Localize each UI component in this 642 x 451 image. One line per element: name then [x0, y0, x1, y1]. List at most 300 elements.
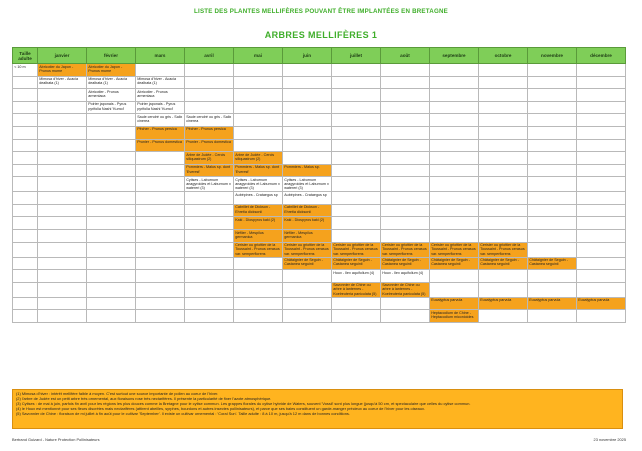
empty-cell — [136, 64, 185, 77]
table-row — [13, 164, 626, 177]
empty-cell — [87, 282, 136, 297]
size-cell — [13, 242, 38, 257]
empty-cell — [136, 242, 185, 257]
size-cell — [13, 126, 38, 139]
empty-cell — [283, 126, 332, 139]
empty-cell — [283, 282, 332, 297]
table-row — [13, 152, 626, 165]
table-row — [13, 114, 626, 127]
empty-cell — [577, 126, 626, 139]
empty-cell — [234, 89, 283, 102]
flowering-calendar-table — [12, 47, 626, 323]
table-row — [13, 270, 626, 283]
size-cell — [13, 230, 38, 243]
plant-cell: Pommiers - Malus sp. — [283, 164, 332, 177]
plant-cell: Saule cendré ou gris - Salix cinerea — [185, 114, 234, 127]
empty-cell — [87, 152, 136, 165]
empty-cell — [381, 114, 430, 127]
empty-cell — [87, 126, 136, 139]
empty-cell — [283, 101, 332, 114]
plant-cell: Houx - Ilex aquifolium (4) — [332, 270, 381, 283]
empty-cell — [283, 152, 332, 165]
empty-cell — [528, 101, 577, 114]
plant-cell: Aubépines - Crataegus sp — [283, 192, 332, 205]
empty-cell — [332, 114, 381, 127]
plant-cell: Cerisier ou griottier de la Toussaint - Prunus cerasus var. semperflorens — [381, 242, 430, 257]
empty-cell — [38, 101, 87, 114]
empty-cell — [528, 89, 577, 102]
size-cell — [13, 204, 38, 217]
empty-cell — [185, 270, 234, 283]
empty-cell — [430, 64, 479, 77]
empty-cell — [332, 164, 381, 177]
plant-cell: Eucalyptus parvula — [577, 297, 626, 310]
empty-cell — [381, 217, 430, 230]
month-header: mai — [234, 48, 283, 64]
empty-cell — [430, 126, 479, 139]
plant-cell: Cytises - Laburnum anagyroides et Laburnum x watereri (3) — [283, 177, 332, 192]
empty-cell — [479, 89, 528, 102]
empty-cell — [381, 126, 430, 139]
empty-cell — [528, 204, 577, 217]
empty-cell — [479, 114, 528, 127]
empty-cell — [528, 177, 577, 192]
empty-cell — [479, 164, 528, 177]
table-row — [13, 101, 626, 114]
footnote: (4) le Houx est mentionné pour ses fleurs discrètes mais nectarifères (attirent abeilles, syrphes, bourdons et autres insectes pollinisateurs), et parce que ses baies constituent un garde-manger précieux au coeur de l'hiver pour les oiseaux. — [16, 406, 426, 411]
plant-cell: Aubépines - Crataegus sp — [234, 192, 283, 205]
month-header: février — [87, 48, 136, 64]
table-row — [13, 217, 626, 230]
empty-cell — [528, 242, 577, 257]
empty-cell — [381, 76, 430, 89]
empty-cell — [479, 270, 528, 283]
empty-cell — [381, 204, 430, 217]
empty-cell — [185, 192, 234, 205]
empty-cell — [185, 282, 234, 297]
empty-cell — [577, 310, 626, 323]
table-row — [13, 282, 626, 297]
plant-cell: Arbre de Judée - Cercis siliquastrum (2) — [234, 152, 283, 165]
empty-cell — [234, 270, 283, 283]
empty-cell — [87, 297, 136, 310]
size-cell — [13, 270, 38, 283]
empty-cell — [381, 192, 430, 205]
empty-cell — [38, 139, 87, 152]
empty-cell — [234, 76, 283, 89]
empty-cell — [283, 270, 332, 283]
empty-cell — [185, 310, 234, 323]
empty-cell — [479, 64, 528, 77]
empty-cell — [234, 282, 283, 297]
footnote: (5) Savonnier de Chine : floraison de mi juillet à fin août pour le cultivar 'September'. Il existe un cultivar ornemental : 'Coral Sun'. Taille adulte : 8 à 10 m, jusqu'à 12 m dans de bonnes conditions. — [16, 411, 350, 416]
empty-cell — [430, 204, 479, 217]
size-cell — [13, 114, 38, 127]
empty-cell — [332, 139, 381, 152]
size-cell — [13, 297, 38, 310]
plant-rows — [13, 64, 626, 323]
plant-cell: Mimosa d'hiver - Acacia dealbata (1) — [38, 76, 87, 89]
table-row — [13, 192, 626, 205]
empty-cell — [528, 164, 577, 177]
plant-cell: Mimosa d'hiver - Acacia dealbata (1) — [136, 76, 185, 89]
empty-cell — [479, 177, 528, 192]
footnote: (3) Cytises : de mai à juin, parfois fin avril pour les régions les plus douces comme la Bretagne pour le cytise commun. Les grappes florales du cytise hybride de Waters, souvent 'Vossii' sont plus longue (jusqu'à 50 cm, et spectaculaire que celles du cytise commun. — [16, 401, 471, 406]
empty-cell — [528, 139, 577, 152]
size-cell — [13, 139, 38, 152]
empty-cell — [87, 242, 136, 257]
plant-cell: Cytises - Laburnum anagyroides et Laburnum x watereri (3) — [185, 177, 234, 192]
plant-cell: Saule cendré ou gris - Salix cinerea — [136, 114, 185, 127]
month-header: septembre — [430, 48, 479, 64]
plant-cell: Pêcher - Prunus persica — [136, 126, 185, 139]
plant-cell: Pêcher - Prunus persica — [185, 126, 234, 139]
empty-cell — [381, 164, 430, 177]
empty-cell — [87, 204, 136, 217]
month-header: janvier — [38, 48, 87, 64]
empty-cell — [234, 101, 283, 114]
plant-cell: Heptacodium de Chine - Heptacodium miconioides — [430, 310, 479, 323]
empty-cell — [430, 101, 479, 114]
footnotes-box — [12, 389, 623, 429]
empty-cell — [577, 76, 626, 89]
footnote: (2) l'arbre de Judée est un petit arbre très ornemental, aux floraisons rose très nectarifères. Il présente la particularité de fixer l'azote atmosphérique. — [16, 396, 272, 401]
plant-cell: Cabrillet de Dickson - Ehretia dicksonii — [283, 204, 332, 217]
empty-cell — [234, 310, 283, 323]
empty-cell — [332, 76, 381, 89]
empty-cell — [528, 310, 577, 323]
empty-cell — [528, 282, 577, 297]
empty-cell — [332, 192, 381, 205]
empty-cell — [87, 230, 136, 243]
empty-cell — [430, 217, 479, 230]
plant-cell: Cerisier ou griottier de la Toussaint - Prunus cerasus var. semperflorens — [430, 242, 479, 257]
empty-cell — [528, 114, 577, 127]
table-row — [13, 204, 626, 217]
size-cell — [13, 282, 38, 297]
plant-cell: Kaki - Diospyros kaki (2) — [283, 217, 332, 230]
empty-cell — [185, 257, 234, 270]
empty-cell — [332, 230, 381, 243]
empty-cell — [430, 282, 479, 297]
empty-cell — [185, 101, 234, 114]
month-header: août — [381, 48, 430, 64]
empty-cell — [577, 230, 626, 243]
empty-cell — [479, 76, 528, 89]
table-row — [13, 257, 626, 270]
empty-cell — [430, 230, 479, 243]
empty-cell — [479, 139, 528, 152]
empty-cell — [87, 310, 136, 323]
empty-cell — [332, 89, 381, 102]
plant-cell: Eucalyptus parvula — [528, 297, 577, 310]
empty-cell — [577, 139, 626, 152]
empty-cell — [528, 126, 577, 139]
empty-cell — [38, 177, 87, 192]
empty-cell — [381, 89, 430, 102]
empty-cell — [479, 310, 528, 323]
table-row — [13, 89, 626, 102]
empty-cell — [332, 177, 381, 192]
table-row — [13, 297, 626, 310]
empty-cell — [185, 217, 234, 230]
empty-cell — [528, 230, 577, 243]
empty-cell — [234, 126, 283, 139]
size-column-header: Taille adulte — [13, 48, 38, 64]
table-row — [13, 230, 626, 243]
empty-cell — [577, 177, 626, 192]
plant-cell: Prunier - Prunus domestica — [185, 139, 234, 152]
month-header: octobre — [479, 48, 528, 64]
empty-cell — [234, 297, 283, 310]
empty-cell — [234, 257, 283, 270]
empty-cell — [136, 177, 185, 192]
empty-cell — [577, 270, 626, 283]
month-header: avril — [185, 48, 234, 64]
empty-cell — [577, 217, 626, 230]
size-cell — [13, 192, 38, 205]
empty-cell — [283, 89, 332, 102]
empty-cell — [381, 152, 430, 165]
empty-cell — [479, 126, 528, 139]
empty-cell — [479, 204, 528, 217]
plant-cell: Eucalyptus parvula — [430, 297, 479, 310]
footnote: (1) Mimosa d'hiver : intérêt mellifère faible à moyen. C'est surtout une source importante de pollen au coeur de l'hiver. — [16, 391, 219, 396]
empty-cell — [528, 192, 577, 205]
empty-cell — [136, 164, 185, 177]
empty-cell — [332, 101, 381, 114]
empty-cell — [577, 164, 626, 177]
empty-cell — [577, 89, 626, 102]
empty-cell — [87, 270, 136, 283]
empty-cell — [38, 192, 87, 205]
empty-cell — [381, 64, 430, 77]
plant-cell: Châtaignier de Seguin - Castanea seguinii — [332, 257, 381, 270]
empty-cell — [136, 217, 185, 230]
empty-cell — [577, 114, 626, 127]
empty-cell — [38, 257, 87, 270]
document-subtitle: ARBRES MELLIFÈRES 1 — [264, 30, 378, 40]
empty-cell — [577, 192, 626, 205]
footer-author: Bertrand Guizard - Nature Protection Pollinisateurs — [12, 437, 100, 442]
empty-cell — [234, 64, 283, 77]
empty-cell — [234, 139, 283, 152]
plant-cell: Châtaignier de Seguin - Castanea seguinii — [430, 257, 479, 270]
size-cell — [13, 257, 38, 270]
empty-cell — [185, 242, 234, 257]
empty-cell — [381, 139, 430, 152]
plant-cell: Savonnier de Chine ou arbre à lanternes - Koelreuteria paniculata (5) — [332, 282, 381, 297]
empty-cell — [479, 152, 528, 165]
plant-cell: Prunier - Prunus domestica — [136, 139, 185, 152]
empty-cell — [381, 297, 430, 310]
empty-cell — [185, 64, 234, 77]
month-header-row — [13, 48, 626, 64]
plant-cell: Pommiers - Malus sp. dont 'Everest' — [234, 164, 283, 177]
empty-cell — [332, 64, 381, 77]
size-cell — [13, 76, 38, 89]
table-row — [13, 310, 626, 323]
empty-cell — [87, 257, 136, 270]
empty-cell — [136, 270, 185, 283]
empty-cell — [332, 126, 381, 139]
plant-cell: Abricotier du Japon - Prunus mume — [38, 64, 87, 77]
empty-cell — [332, 310, 381, 323]
empty-cell — [185, 76, 234, 89]
plant-cell: Cerisier ou griottier de la Toussaint - Prunus cerasus var. semperflorens — [332, 242, 381, 257]
empty-cell — [87, 114, 136, 127]
size-cell — [13, 217, 38, 230]
plant-cell: Châtaignier de Seguin - Castanea seguinii — [479, 257, 528, 270]
table-row — [13, 76, 626, 89]
empty-cell — [38, 282, 87, 297]
empty-cell — [577, 101, 626, 114]
size-cell — [13, 152, 38, 165]
empty-cell — [136, 152, 185, 165]
empty-cell — [283, 64, 332, 77]
empty-cell — [38, 164, 87, 177]
empty-cell — [430, 177, 479, 192]
table-row — [13, 139, 626, 152]
empty-cell — [430, 114, 479, 127]
size-cell — [13, 89, 38, 102]
plant-cell: Poirier japonais - Pyrus pyrifolia Nashi 'Kumoi' — [87, 101, 136, 114]
empty-cell — [430, 164, 479, 177]
plant-cell: Eucalyptus parvula — [479, 297, 528, 310]
empty-cell — [283, 114, 332, 127]
plant-cell: Savonnier de Chine ou arbre à lanternes - Koelreuteria paniculata (5) — [381, 282, 430, 297]
empty-cell — [38, 152, 87, 165]
empty-cell — [430, 192, 479, 205]
empty-cell — [38, 230, 87, 243]
empty-cell — [332, 204, 381, 217]
empty-cell — [38, 114, 87, 127]
empty-cell — [381, 177, 430, 192]
empty-cell — [430, 89, 479, 102]
empty-cell — [479, 192, 528, 205]
plant-cell: Néflier - Mespilus germanica — [234, 230, 283, 243]
footer-date: 23 novembre 2025 — [593, 437, 626, 442]
empty-cell — [430, 152, 479, 165]
plant-cell: Arbre de Judée - Cercis siliquastrum (2) — [185, 152, 234, 165]
size-cell — [13, 164, 38, 177]
size-cell — [13, 101, 38, 114]
empty-cell — [136, 192, 185, 205]
empty-cell — [479, 230, 528, 243]
empty-cell — [87, 192, 136, 205]
month-header: juin — [283, 48, 332, 64]
empty-cell — [38, 89, 87, 102]
empty-cell — [283, 139, 332, 152]
month-header: mars — [136, 48, 185, 64]
empty-cell — [38, 297, 87, 310]
empty-cell — [577, 282, 626, 297]
empty-cell — [234, 114, 283, 127]
empty-cell — [87, 217, 136, 230]
table-row — [13, 64, 626, 77]
plant-cell: Houx - Ilex aquifolium (4) — [381, 270, 430, 283]
empty-cell — [38, 242, 87, 257]
plant-cell: Cerisier ou griottier de la Toussaint - Prunus cerasus var. semperflorens — [283, 242, 332, 257]
month-header: novembre — [528, 48, 577, 64]
empty-cell — [332, 152, 381, 165]
plant-cell: Châtaignier de Seguin - Castanea seguinii — [528, 257, 577, 270]
empty-cell — [381, 101, 430, 114]
table-row — [13, 242, 626, 257]
document-title: LISTE DES PLANTES MELLIFÈRES POUVANT ÊTRE IMPLANTÉES EN BRETAGNE — [194, 8, 448, 15]
plant-cell: Cerisier ou griottier de la Toussaint - Prunus cerasus var. semperflorens — [479, 242, 528, 257]
empty-cell — [528, 76, 577, 89]
empty-cell — [577, 152, 626, 165]
empty-cell — [38, 310, 87, 323]
table-row — [13, 177, 626, 192]
empty-cell — [185, 89, 234, 102]
empty-cell — [430, 270, 479, 283]
plant-cell: Kaki - Diospyros kaki (2) — [234, 217, 283, 230]
empty-cell — [136, 282, 185, 297]
plant-cell: Abricotier - Prunus armeniaca — [87, 89, 136, 102]
empty-cell — [528, 64, 577, 77]
empty-cell — [87, 139, 136, 152]
empty-cell — [381, 310, 430, 323]
empty-cell — [479, 282, 528, 297]
empty-cell — [136, 230, 185, 243]
plant-cell: Abricotier - Prunus armeniaca — [136, 89, 185, 102]
empty-cell — [577, 64, 626, 77]
empty-cell — [577, 257, 626, 270]
empty-cell — [479, 217, 528, 230]
empty-cell — [283, 310, 332, 323]
plant-cell: Abricotier du Japon - Prunus mume — [87, 64, 136, 77]
month-header: juillet — [332, 48, 381, 64]
empty-cell — [381, 230, 430, 243]
empty-cell — [87, 177, 136, 192]
plant-cell: Mimosa d'hiver - Acacia dealbata (1) — [87, 76, 136, 89]
plant-cell: Cytises - Laburnum anagyroides et Laburnum x watereri (3) — [234, 177, 283, 192]
plant-cell: Poirier japonais - Pyrus pyrifolia Nashi 'Kumoi' — [136, 101, 185, 114]
empty-cell — [430, 76, 479, 89]
plant-cell: Cabrillet de Dickson - Ehretia dicksonii — [234, 204, 283, 217]
empty-cell — [38, 217, 87, 230]
empty-cell — [38, 270, 87, 283]
empty-cell — [38, 126, 87, 139]
empty-cell — [136, 297, 185, 310]
empty-cell — [332, 297, 381, 310]
plant-cell: Cerisier ou griottier de la Toussaint - Prunus cerasus var. semperflorens — [234, 242, 283, 257]
empty-cell — [136, 310, 185, 323]
empty-cell — [185, 230, 234, 243]
empty-cell — [283, 297, 332, 310]
plant-cell: Châtaignier de Seguin - Castanea seguinii — [381, 257, 430, 270]
empty-cell — [332, 217, 381, 230]
empty-cell — [577, 204, 626, 217]
empty-cell — [528, 152, 577, 165]
empty-cell — [185, 297, 234, 310]
table-row — [13, 126, 626, 139]
empty-cell — [528, 270, 577, 283]
size-cell: < 10 m — [13, 64, 38, 77]
empty-cell — [479, 101, 528, 114]
empty-cell — [136, 204, 185, 217]
empty-cell — [38, 204, 87, 217]
empty-cell — [87, 164, 136, 177]
size-cell — [13, 310, 38, 323]
size-cell — [13, 177, 38, 192]
empty-cell — [136, 257, 185, 270]
plant-cell: Pommiers - Malus sp. dont 'Everest' — [185, 164, 234, 177]
empty-cell — [283, 76, 332, 89]
month-header: décembre — [577, 48, 626, 64]
